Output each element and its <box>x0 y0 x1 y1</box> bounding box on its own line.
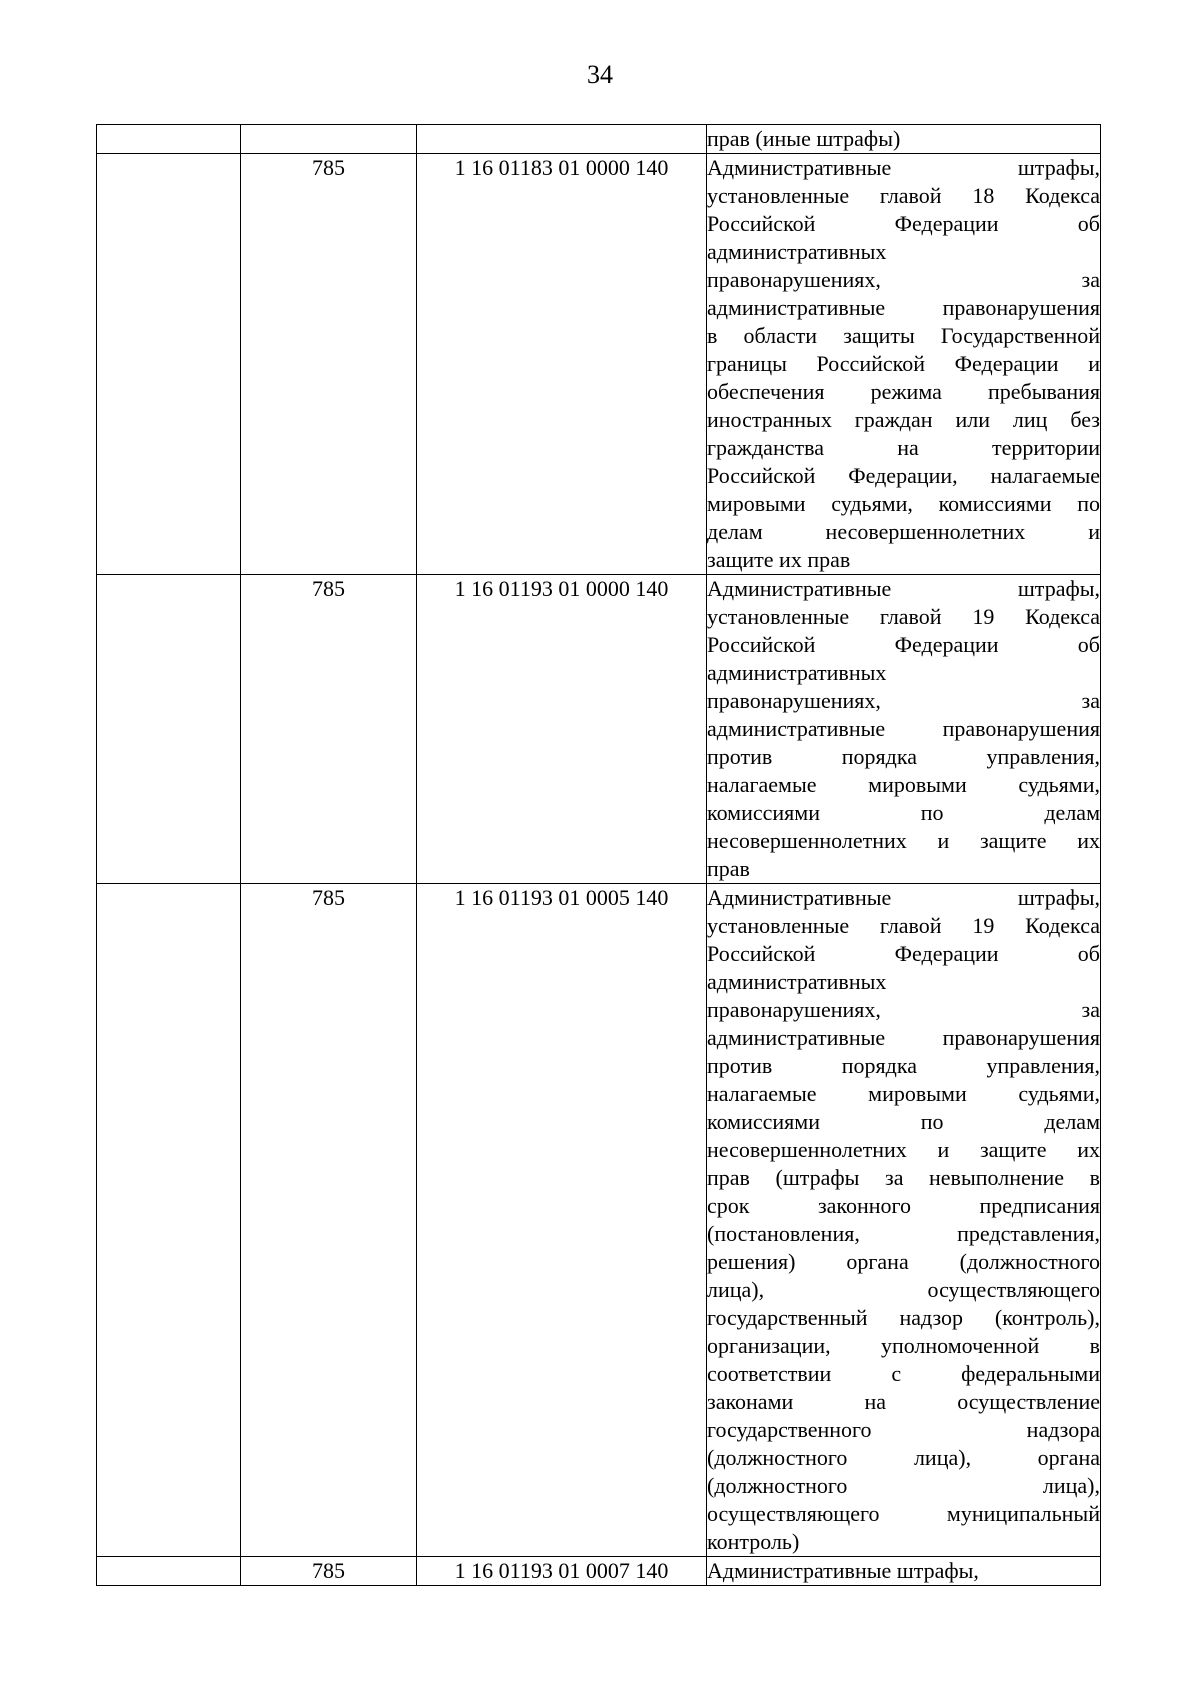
description-line: установленные главой 19 Кодекса <box>707 913 1100 938</box>
description-line: несовершеннолетних и защите их <box>707 828 1100 853</box>
description-line: делам несовершеннолетних и <box>707 519 1100 544</box>
description-line: срок законного предписания <box>707 1193 1100 1218</box>
description-line: контроль) <box>707 1529 800 1554</box>
description-line: правонарушениях, за <box>707 267 1100 292</box>
description-line: (постановления, представления, <box>707 1221 1100 1246</box>
description-line: осуществляющего муниципальный <box>707 1501 1100 1526</box>
table-row <box>97 884 1101 1557</box>
description-line: административных <box>707 239 887 264</box>
table-row <box>97 125 1101 154</box>
description-line: против порядка управления, <box>707 1053 1100 1078</box>
empty-cell <box>97 575 241 884</box>
table-row <box>97 575 1101 884</box>
description-line: Российской Федерации об <box>707 941 1100 966</box>
description-line: несовершеннолетних и защите их <box>707 1137 1100 1162</box>
description-line: решения) органа (должностного <box>707 1249 1100 1274</box>
description-cell <box>707 575 1101 884</box>
description-line: (должностного лица), органа <box>707 1445 1100 1470</box>
description-line: Административные штрафы, <box>707 885 1100 910</box>
description-line: защите их прав <box>707 547 851 572</box>
description-cell <box>707 154 1101 575</box>
revenue-code-cell: 1 16 01193 01 0007 140 <box>417 1557 707 1586</box>
description-line: границы Российской Федерации и <box>707 351 1100 376</box>
admin-code-cell: 785 <box>241 154 417 575</box>
description-line: (должностного лица), <box>707 1473 1100 1498</box>
description-line: лица), осуществляющего <box>707 1277 1100 1302</box>
revenue-code-cell: 1 16 01183 01 0000 140 <box>417 154 707 575</box>
revenue-code-cell <box>417 125 707 154</box>
description-line: административные правонарушения <box>707 716 1100 741</box>
revenue-code-cell: 1 16 01193 01 0000 140 <box>417 575 707 884</box>
table-row <box>97 154 1101 575</box>
page-number: 34 <box>587 60 613 89</box>
description-line: против порядка управления, <box>707 744 1100 769</box>
revenue-code-cell: 1 16 01193 01 0005 140 <box>417 884 707 1557</box>
description-cell <box>707 884 1101 1557</box>
description-line: налагаемые мировыми судьями, <box>707 772 1100 797</box>
empty-cell <box>97 884 241 1557</box>
description-cell <box>707 125 1101 154</box>
description-line: гражданства на территории <box>707 435 1100 460</box>
description-line: в области защиты Государственной <box>707 323 1100 348</box>
description-line: установленные главой 18 Кодекса <box>707 183 1100 208</box>
admin-code-cell: 785 <box>241 1557 417 1586</box>
description-line: Административные штрафы, <box>707 155 1100 180</box>
description-line: прав (иные штрафы) <box>707 126 901 151</box>
description-line: организации, уполномоченной в <box>707 1333 1100 1358</box>
description-line: правонарушениях, за <box>707 997 1100 1022</box>
description-line: иностранных граждан или лиц без <box>707 407 1100 432</box>
description-line: прав <box>707 856 750 881</box>
description-line: обеспечения режима пребывания <box>707 379 1100 404</box>
empty-cell <box>97 1557 241 1586</box>
description-line: установленные главой 19 Кодекса <box>707 604 1100 629</box>
description-line: комиссиями по делам <box>707 1109 1100 1134</box>
description-line: государственный надзор (контроль), <box>707 1305 1100 1330</box>
description-line: прав (штрафы за невыполнение в <box>707 1165 1100 1190</box>
description-line: административных <box>707 969 887 994</box>
description-line: Российской Федерации об <box>707 632 1100 657</box>
empty-cell <box>97 125 241 154</box>
description-line: административные правонарушения <box>707 295 1100 320</box>
description-line: государственного надзора <box>707 1417 1100 1442</box>
description-line: комиссиями по делам <box>707 800 1100 825</box>
description-line: Российской Федерации, налагаемые <box>707 463 1100 488</box>
description-line: Российской Федерации об <box>707 211 1100 236</box>
description-line: административные правонарушения <box>707 1025 1100 1050</box>
description-line: административных <box>707 660 887 685</box>
admin-code-cell: 785 <box>241 575 417 884</box>
description-line: Административные штрафы, <box>707 576 1100 601</box>
description-line: соответствии с федеральными <box>707 1361 1100 1386</box>
description-line: законами на осуществление <box>707 1389 1100 1414</box>
description-line: Административные штрафы, <box>707 1558 979 1583</box>
description-line: налагаемые мировыми судьями, <box>707 1081 1100 1106</box>
admin-code-cell <box>241 125 417 154</box>
description-line: мировыми судьями, комиссиями по <box>707 491 1100 516</box>
admin-code-cell: 785 <box>241 884 417 1557</box>
description-cell <box>707 1557 1101 1586</box>
description-line: правонарушениях, за <box>707 688 1100 713</box>
budget-codes-table <box>96 124 1101 1586</box>
empty-cell <box>97 154 241 575</box>
table-row <box>97 1557 1101 1586</box>
